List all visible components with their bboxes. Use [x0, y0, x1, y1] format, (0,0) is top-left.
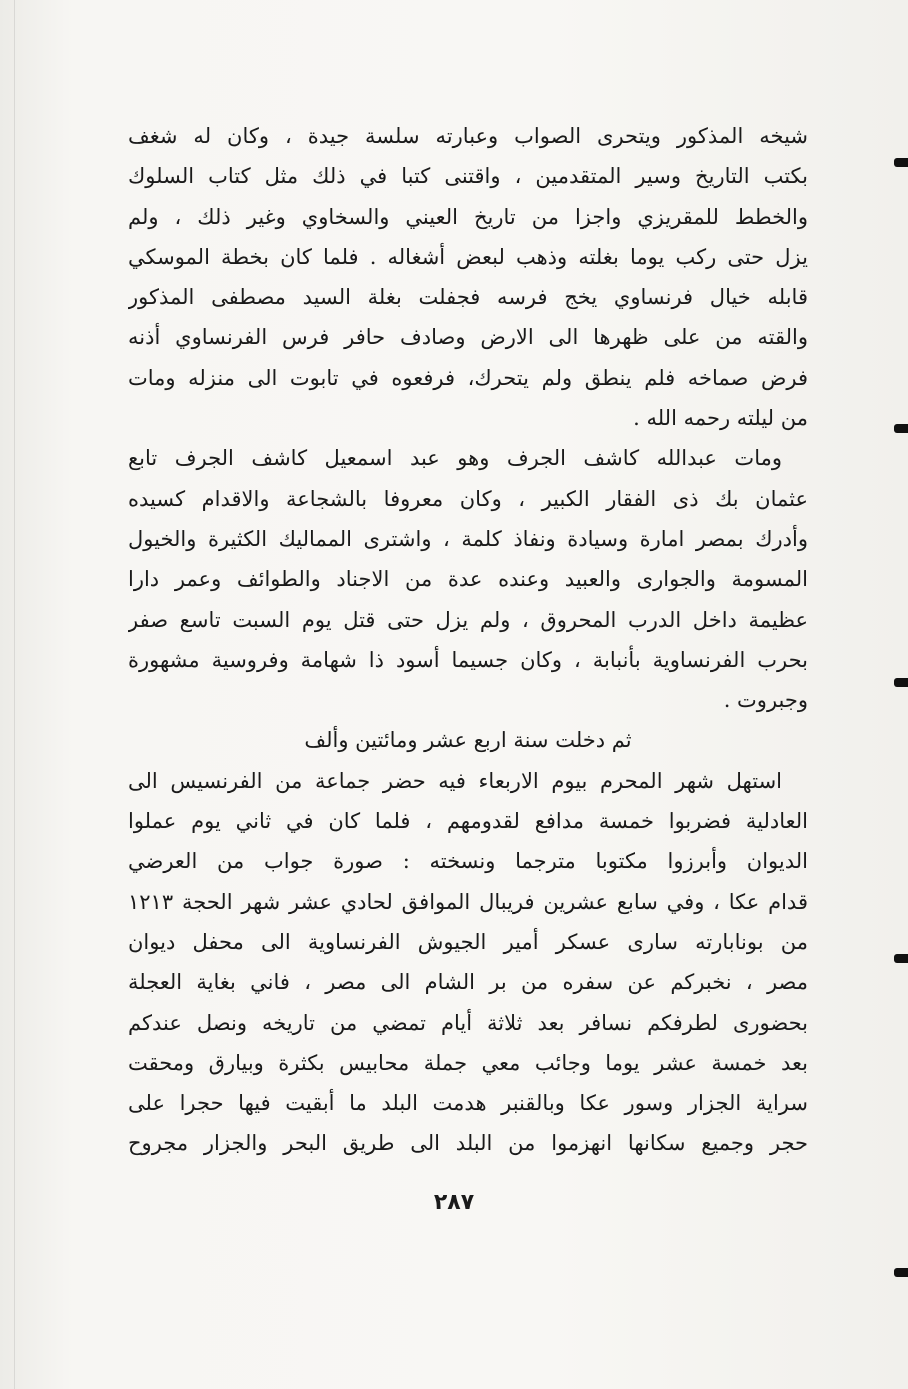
- edge-mark: [894, 158, 908, 167]
- text-line: بحضورى لطرفكم نسافر بعد ثلاثة أيام تمضي من تاريخه ونصل عندكم: [128, 1010, 808, 1035]
- text-line: من ليلته رحمه الله .: [633, 406, 808, 431]
- text-line: سراية الجزار وسور عكا وبالقنبر هدمت البلد ما أبقيت فيها حجرا على: [128, 1091, 808, 1116]
- text-line: يزل حتى ركب يوما بغلته وذهب لبعض أشغاله . فلما كان بخطة الموسكي: [128, 244, 808, 269]
- text-line: وأدرك بمصر امارة وسيادة ونفاذ كلمة ، واشترى المماليك الكثيرة والخيول: [128, 526, 808, 551]
- text-line: العادلية فضربوا خمسة مدافع لقدومهم ، فلما كان في ثاني يوم عملوا: [128, 809, 808, 834]
- edge-mark: [894, 1268, 908, 1277]
- section-heading: ثم دخلت سنة اربع عشر ومائتين وألف: [304, 728, 632, 753]
- edge-mark: [894, 424, 908, 433]
- text-line: عظيمة داخل الدرب المحروق ، ولم يزل حتى قتل يوم السبت تاسع صفر: [128, 607, 808, 632]
- text-line: الديوان وأبرزوا مكتوبا مترجما ونسخته : صورة جواب من العرضي: [128, 849, 808, 874]
- text-line: قابله خيال فرنساوي يخج فرسه فجفلت بغلة السيد مصطفى المذكور: [128, 285, 808, 310]
- text-line: بحرب الفرنساوية بأنبابة ، وكان جسيما أسود ذا شهامة وفروسية مشهورة: [128, 647, 808, 672]
- text-line: فرض صماخه فلم ينطق ولم يتحرك، فرفعوه في تابوت الى منزله ومات: [128, 365, 808, 390]
- text-line: والخطط للمقريزي واجزا من تاريخ العيني والسخاوي وغير ذلك ، ولم: [128, 204, 808, 229]
- text-line: قدام عكا ، وفي سابع عشرين فريبال الموافق لحادي عشر شهر الحجة ١٢١٣: [128, 889, 808, 914]
- text-line: عثمان بك ذى الفقار الكبير ، وكان معروفا بالشجاعة والاقدام كسيده: [128, 486, 808, 511]
- text-line: المسومة والجوارى والعبيد وعنده عدة من الاجناد والطوائف وعمر دارا: [128, 567, 808, 592]
- text-line: والقته من على ظهرها الى الارض وصادف حافر فرس الفرنساوي أذنه: [128, 325, 808, 350]
- text-line: ومات عبدالله كاشف الجرف وهو عبد اسمعيل كاشف الجرف تابع: [128, 446, 782, 471]
- text-line: من بونابارته سارى عسكر أمير الجيوش الفرنساوية الى محفل ديوان: [128, 929, 808, 954]
- edge-mark: [894, 678, 908, 687]
- page-number: ٢٨٧: [433, 1190, 475, 1215]
- text-line: شيخه المذكور ويتحرى الصواب وعبارته سلسة جيدة ، وكان له شغف: [128, 124, 808, 148]
- text-line: مصر ، نخبركم عن سفره من بر الشام الى مصر ، فاني بغاية العجلة: [128, 970, 808, 995]
- text-line: حجر وجميع سكانها انهزموا من البلد الى طريق البحر والجزار مجروح: [128, 1131, 808, 1156]
- text-line: وجبروت .: [723, 688, 808, 713]
- text-line: بعد خمسة عشر يوما وجائب معي جملة محابيس بكثرة وبيارق ومحقت: [128, 1050, 808, 1075]
- edge-mark: [894, 954, 908, 963]
- body-text: [128, 116, 808, 1164]
- text-line: بكتب التاريخ وسير المتقدمين ، واقتنى كتبا في ذلك مثل كتاب السلوك: [128, 164, 808, 189]
- page-fold-line: [14, 0, 15, 1389]
- text-line: استهل شهر المحرم بيوم الاربعاء فيه حضر جماعة من الفرنسيس الى: [128, 768, 782, 793]
